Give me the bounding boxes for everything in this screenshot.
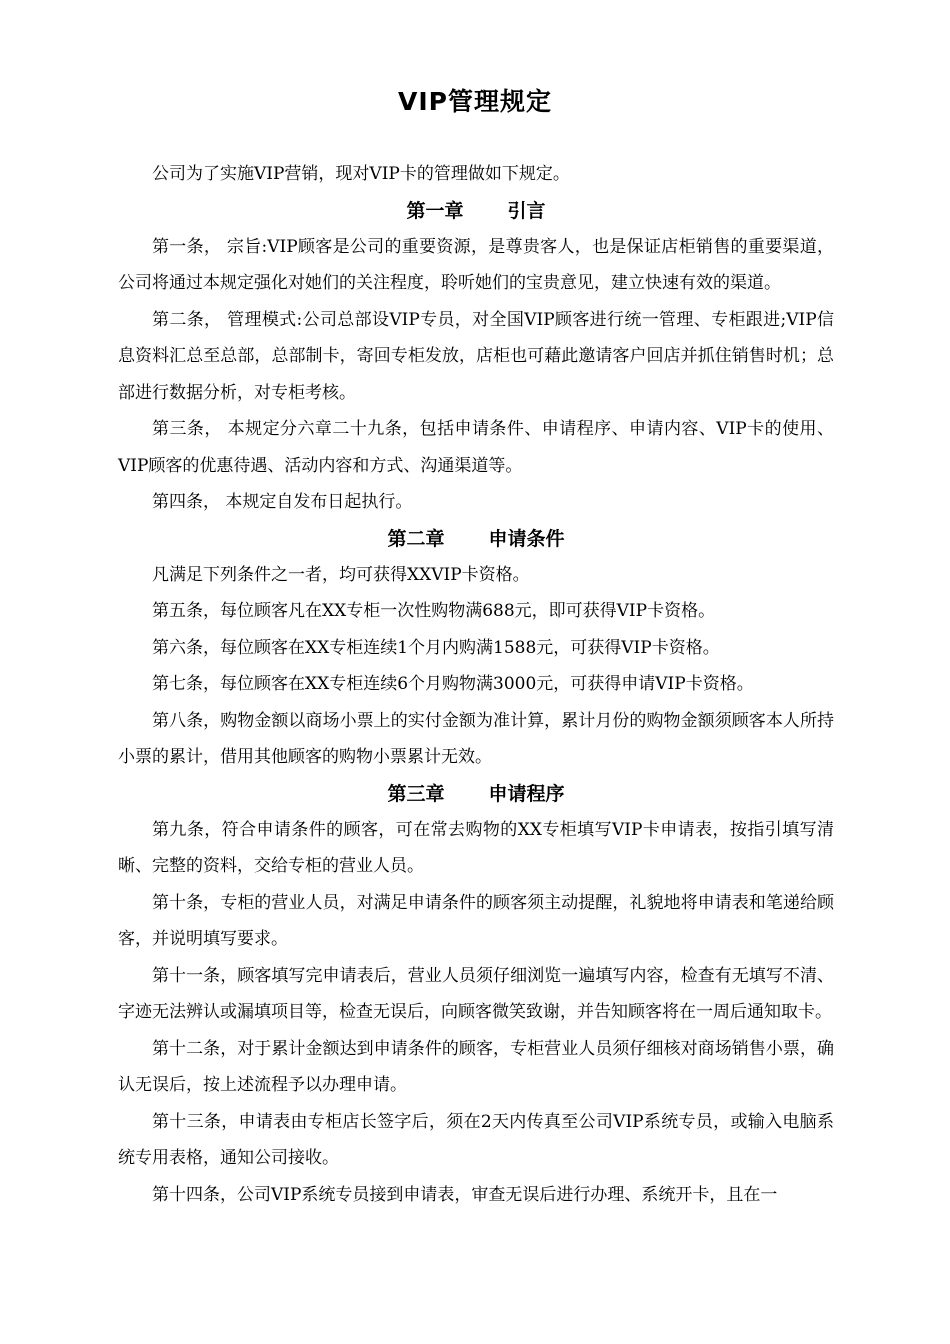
intro-paragraph: 公司为了实施VIP营销，现对VIP卡的管理做如下规定。 xyxy=(152,164,570,184)
article-8: 第八条，购物金额以商场小票上的实付金额为准计算，累计月份的购物金额须顾客本人所持小票的累计，借用其他顾客的购物小票累计无效。 xyxy=(118,710,834,767)
chapter-number: 第一章 xyxy=(406,199,464,222)
article-13: 第十三条，申请表由专柜店长签字后，须在2天内传真至公司VIP系统专员，或输入电脑系统专用表格，通知公司接收。 xyxy=(118,1111,834,1168)
article-3: 第三条， 本规定分六章二十九条，包括申请条件、申请程序、申请内容、VIP卡的使用、VIP顾客的优惠待遇、活动内容和方式、沟通渠道等。 xyxy=(118,419,834,476)
document-body xyxy=(118,156,834,1213)
article-14: 第十四条，公司VIP系统专员接到申请表，审查无误后进行办理、系统开卡，且在一 xyxy=(152,1184,778,1205)
document-title: VIP管理规定 xyxy=(398,87,552,116)
chapter-heading-3 xyxy=(118,776,834,812)
article-10: 第十条，专柜的营业人员，对满足申请条件的顾客须主动提醒，礼貌地将申请表和笔递给顾客，并说明填写要求。 xyxy=(118,892,834,949)
chapter-number: 第三章 xyxy=(387,782,445,805)
chapter-heading-1 xyxy=(118,193,834,229)
article-5: 第五条，每位顾客凡在XX专柜一次性购物满688元，即可获得VIP卡资格。 xyxy=(152,601,716,621)
chapter-name: 申请条件 xyxy=(488,527,565,550)
article-7: 第七条，每位顾客在XX专柜连续6个月购物满3000元，可获得申请VIP卡资格。 xyxy=(152,674,754,694)
article-9: 第九条，符合申请条件的顾客，可在常去购物的XX专柜填写VIP卡申请表，按指引填写清晰、完整的资料，交给专柜的营业人员。 xyxy=(118,819,834,876)
article-1: 第一条， 宗旨:VIP顾客是公司的重要资源，是尊贵客人，也是保证店柜销售的重要渠道，公司将通过本规定强化对她们的关注程度，聆听她们的宝贵意见，建立快速有效的渠道。 xyxy=(118,236,834,293)
article-11: 第十一条，顾客填写完申请表后，营业人员须仔细浏览一遍填写内容，检查有无填写不清、字迹无法辨认或漏填项目等，检查无误后，向顾客微笑致谢，并告知顾客将在一周后通知取卡。 xyxy=(118,965,834,1022)
chapter-name: 引言 xyxy=(507,199,546,222)
chapter-name: 申请程序 xyxy=(488,782,565,805)
chapter-heading-2 xyxy=(118,521,834,557)
article-2: 第二条， 管理模式:公司总部设VIP专员，对全国VIP顾客进行统一管理、专柜跟进;VIP信息资料汇总至总部，总部制卡，寄回专柜发放，店柜也可藉此邀请客户回店并抓住销售时机；总部进行数据分析，对专柜考核。 xyxy=(118,309,834,403)
article-6: 第六条，每位顾客在XX专柜连续1个月内购满1588元，可获得VIP卡资格。 xyxy=(152,637,720,658)
conditions-intro: 凡满足下列条件之一者，均可获得XXVIP卡资格。 xyxy=(152,564,530,585)
chapter-number: 第二章 xyxy=(387,527,445,550)
article-4: 第四条， 本规定自发布日起执行。 xyxy=(152,492,413,512)
article-12: 第十二条，对于累计金额达到申请条件的顾客，专柜营业人员须仔细核对商场销售小票，确认无误后，按上述流程予以办理申请。 xyxy=(118,1038,834,1095)
